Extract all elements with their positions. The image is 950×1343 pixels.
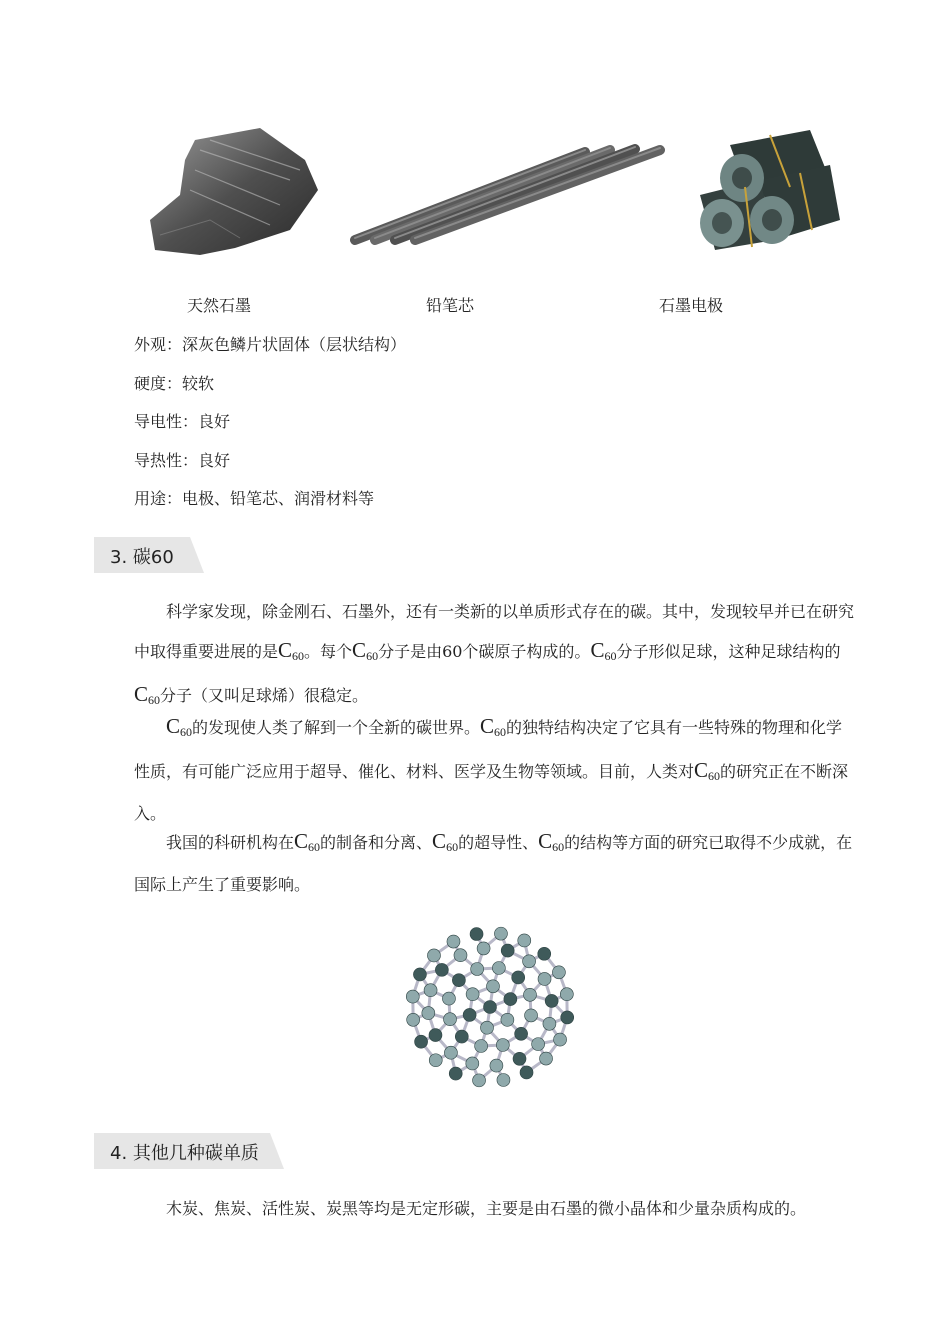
c60-atom bbox=[492, 962, 505, 975]
c60-atom bbox=[455, 1030, 468, 1043]
c60-formula: $C_{60}$ bbox=[538, 829, 565, 854]
c60-atom bbox=[444, 1046, 457, 1059]
c60-atom bbox=[463, 1008, 476, 1021]
c60-atom bbox=[515, 1027, 528, 1040]
c60-atom bbox=[525, 1009, 538, 1022]
c60-atom bbox=[477, 942, 490, 955]
c60-atom bbox=[497, 1073, 510, 1086]
c60-atom bbox=[413, 968, 426, 981]
c60-atom bbox=[540, 1052, 553, 1065]
property-hardness: 硬度：较软 bbox=[134, 374, 215, 393]
c60-atom bbox=[538, 947, 551, 960]
c60-formula: $C_{60}$ bbox=[294, 829, 321, 854]
c60-atom bbox=[427, 949, 440, 962]
c60-molecule-image bbox=[395, 912, 585, 1102]
c60-formula: $C_{60}$ bbox=[590, 638, 617, 663]
c60-atom bbox=[442, 992, 455, 1005]
property-conductivity: 导电性：良好 bbox=[134, 412, 231, 431]
c60-atom bbox=[452, 974, 465, 987]
c60-paragraph-2: $C_{60}$的发现使人类了解到一个全新的碳世界。$C_{60}$的独特结构决定了它具有一些特殊的物理和化学性质，有可能广泛应用于超导、催化、材料、医学及生物等领域。目前，人类对$C_{60}$的研究正在不断深入。 bbox=[134, 714, 849, 823]
c60-atom bbox=[490, 1059, 503, 1072]
c60-formula: $C_{60}$ bbox=[432, 829, 459, 854]
c60-atom bbox=[545, 994, 558, 1007]
section-4-heading bbox=[94, 1133, 270, 1169]
c60-paragraph-1: 科学家发现，除金刚石、石墨外，还有一类新的以单质形式存在的碳。其中，发现较早并已在研究中取得重要进展的是$C_{60}$。每个$C_{60}$分子是由60个碳原子构成的。$C_{60}$分子形似足球，这种足球结构的$C_{60}$分子（又叫足球烯）很稳定。 bbox=[134, 602, 855, 707]
c60-atom bbox=[520, 1066, 533, 1079]
c60-paragraph-3: 我国的科研机构在$C_{60}$的制备和分离、$C_{60}$的超导性、$C_{60}$的结构等方面的研究已取得不少成就，在国际上产生了重要影响。 bbox=[134, 829, 853, 894]
natural-graphite-image bbox=[140, 120, 330, 265]
c60-atom bbox=[484, 1001, 497, 1014]
other-carbon-paragraph: 木炭、焦炭、活性炭、炭黑等均是无定形碳，主要是由石墨的微小晶体和少量杂质构成的。 bbox=[166, 1199, 807, 1218]
pencil-lead-image bbox=[345, 140, 670, 250]
c60-atom bbox=[523, 988, 536, 1001]
c60-atom bbox=[435, 963, 448, 976]
c60-atom bbox=[552, 966, 565, 979]
natural-graphite-caption: 天然石墨 bbox=[187, 296, 252, 315]
section-3-title: 3. 碳60 bbox=[110, 547, 174, 568]
graphite-electrode-image bbox=[690, 125, 840, 255]
c60-atom bbox=[466, 988, 479, 1001]
c60-atom bbox=[449, 1067, 462, 1080]
c60-formula: $C_{60}$ bbox=[694, 758, 721, 783]
c60-formula: $C_{60}$ bbox=[480, 714, 507, 739]
c60-atom bbox=[532, 1038, 545, 1051]
c60-atom bbox=[447, 935, 460, 948]
c60-formula: $C_{60}$ bbox=[166, 714, 193, 739]
c60-atom bbox=[496, 1038, 509, 1051]
graphite-electrode-caption: 石墨电极 bbox=[659, 296, 724, 315]
c60-atom bbox=[429, 1054, 442, 1067]
c60-atom bbox=[561, 1011, 574, 1024]
c60-atom bbox=[406, 990, 419, 1003]
c60-atom bbox=[475, 1040, 488, 1053]
c60-atom bbox=[466, 1057, 479, 1070]
c60-formula: $C_{60}$ bbox=[134, 682, 161, 707]
c60-atom bbox=[407, 1013, 420, 1026]
c60-atom bbox=[424, 984, 437, 997]
c60-formula: $C_{60}$ bbox=[352, 638, 379, 663]
c60-atom bbox=[429, 1029, 442, 1042]
c60-atom bbox=[523, 955, 536, 968]
c60-atom bbox=[494, 927, 507, 940]
c60-atom bbox=[444, 1013, 457, 1026]
section-4-title: 4. 其他几种碳单质 bbox=[110, 1143, 259, 1164]
c60-atom bbox=[471, 963, 484, 976]
c60-atom bbox=[501, 944, 514, 957]
property-appearance: 外观：深灰色鳞片状固体（层状结构） bbox=[134, 335, 407, 354]
property-thermal: 导热性：良好 bbox=[134, 451, 231, 470]
c60-atom bbox=[560, 988, 573, 1001]
c60-atom bbox=[454, 949, 467, 962]
c60-atom bbox=[543, 1017, 556, 1030]
c60-atom bbox=[486, 980, 499, 993]
c60-atom bbox=[415, 1035, 428, 1048]
c60-formula: $C_{60}$ bbox=[278, 638, 305, 663]
c60-atom bbox=[481, 1021, 494, 1034]
c60-atom bbox=[554, 1033, 567, 1046]
c60-atom bbox=[518, 934, 531, 947]
c60-atom bbox=[501, 1013, 514, 1026]
c60-atom bbox=[513, 1052, 526, 1065]
section-3-heading bbox=[94, 537, 190, 573]
pencil-lead-caption: 铅笔芯 bbox=[426, 296, 475, 315]
c60-atom bbox=[470, 928, 483, 941]
property-uses: 用途：电极、铅笔芯、润滑材料等 bbox=[134, 489, 375, 508]
c60-atom bbox=[538, 972, 551, 985]
c60-atom bbox=[473, 1074, 486, 1087]
c60-atom bbox=[512, 971, 525, 984]
c60-atom bbox=[504, 993, 517, 1006]
c60-atom bbox=[422, 1007, 435, 1020]
